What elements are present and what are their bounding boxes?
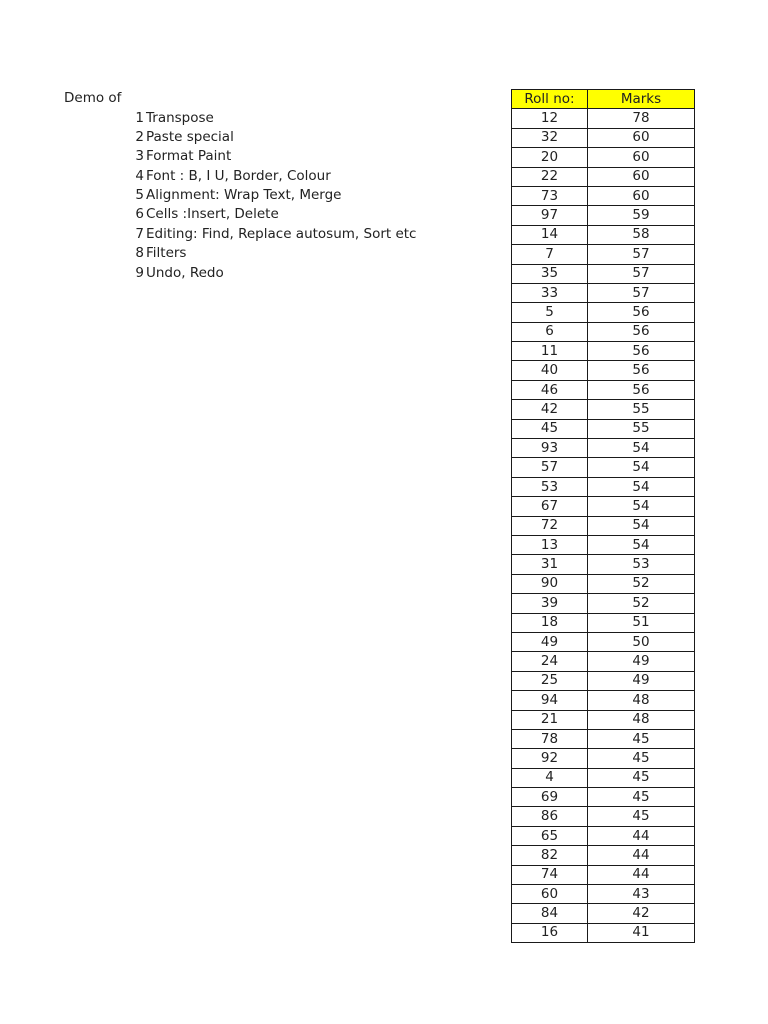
roll-no-cell[interactable]: 31 [512, 555, 588, 574]
marks-cell[interactable]: 44 [588, 846, 695, 865]
roll-no-cell[interactable]: 24 [512, 652, 588, 671]
demo-list-item [118, 245, 416, 264]
table-row [512, 186, 695, 205]
table-row [512, 555, 695, 574]
table-row [512, 303, 695, 322]
demo-item-number: 7 [135, 225, 144, 242]
demo-item-number: 6 [135, 206, 144, 223]
table-row [512, 710, 695, 729]
demo-list-item [118, 129, 416, 148]
roll-no-cell[interactable]: 60 [512, 885, 588, 904]
roll-no-cell[interactable]: 5 [512, 303, 588, 322]
table-row [512, 458, 695, 477]
marks-cell[interactable]: 52 [588, 574, 695, 593]
demo-list [118, 110, 416, 285]
table-row [512, 652, 695, 671]
roll-no-cell[interactable]: 84 [512, 904, 588, 923]
table-row [512, 128, 695, 147]
marks-table-body [512, 109, 695, 943]
roll-no-cell[interactable]: 21 [512, 710, 588, 729]
marks-cell[interactable]: 60 [588, 186, 695, 205]
table-row [512, 691, 695, 710]
roll-no-cell[interactable]: 45 [512, 419, 588, 438]
table-row [512, 109, 695, 128]
table-row [512, 439, 695, 458]
marks-cell[interactable]: 45 [588, 729, 695, 748]
marks-cell[interactable]: 45 [588, 768, 695, 787]
table-row [512, 322, 695, 341]
marks-cell[interactable]: 44 [588, 865, 695, 884]
roll-no-cell[interactable]: 74 [512, 865, 588, 884]
marks-cell[interactable]: 45 [588, 749, 695, 768]
marks-cell[interactable]: 59 [588, 206, 695, 225]
marks-cell[interactable]: 58 [588, 225, 695, 244]
roll-no-cell[interactable]: 92 [512, 749, 588, 768]
marks-cell[interactable]: 49 [588, 671, 695, 690]
table-row [512, 768, 695, 787]
roll-no-cell[interactable]: 69 [512, 788, 588, 807]
marks-cell[interactable]: 41 [588, 923, 695, 942]
marks-cell[interactable]: 56 [588, 361, 695, 380]
roll-no-cell[interactable]: 13 [512, 535, 588, 554]
marks-cell[interactable]: 45 [588, 807, 695, 826]
marks-table [511, 89, 695, 943]
table-row [512, 846, 695, 865]
table-row [512, 342, 695, 361]
table-row [512, 729, 695, 748]
roll-no-cell[interactable]: 16 [512, 923, 588, 942]
table-row [512, 671, 695, 690]
roll-no-cell[interactable]: 25 [512, 671, 588, 690]
roll-no-cell[interactable]: 94 [512, 691, 588, 710]
marks-cell[interactable]: 60 [588, 128, 695, 147]
roll-no-cell[interactable]: 73 [512, 186, 588, 205]
table-row [512, 613, 695, 632]
roll-no-cell[interactable]: 78 [512, 729, 588, 748]
demo-item-text: Alignment: Wrap Text, Merge [146, 187, 342, 204]
roll-no-cell[interactable]: 18 [512, 613, 588, 632]
roll-no-cell[interactable]: 72 [512, 516, 588, 535]
marks-cell[interactable]: 43 [588, 885, 695, 904]
roll-no-cell[interactable]: 86 [512, 807, 588, 826]
table-row [512, 497, 695, 516]
marks-cell[interactable]: 54 [588, 497, 695, 516]
marks-cell[interactable]: 45 [588, 788, 695, 807]
marks-cell[interactable]: 54 [588, 477, 695, 496]
roll-no-cell[interactable]: 42 [512, 400, 588, 419]
demo-title: Demo of [64, 90, 122, 106]
marks-cell[interactable]: 52 [588, 594, 695, 613]
marks-cell[interactable]: 57 [588, 283, 695, 302]
roll-no-cell[interactable]: 67 [512, 497, 588, 516]
table-header-row [512, 90, 695, 109]
table-row [512, 632, 695, 651]
marks-cell[interactable]: 54 [588, 535, 695, 554]
demo-item-number: 1 [135, 109, 144, 126]
roll-no-cell[interactable]: 20 [512, 148, 588, 167]
marks-cell[interactable]: 54 [588, 516, 695, 535]
table-row [512, 400, 695, 419]
demo-item-number: 9 [135, 264, 144, 281]
roll-no-cell[interactable]: 4 [512, 768, 588, 787]
demo-item-text: Cells :Insert, Delete [146, 206, 279, 223]
table-row [512, 245, 695, 264]
demo-list-item [118, 110, 416, 129]
table-row [512, 283, 695, 302]
demo-item-number: 2 [135, 128, 144, 145]
demo-list-item [118, 226, 416, 245]
marks-cell[interactable]: 56 [588, 380, 695, 399]
roll-no-cell[interactable]: 65 [512, 826, 588, 845]
demo-item-number: 8 [135, 245, 144, 262]
table-row [512, 788, 695, 807]
roll-no-cell[interactable]: 35 [512, 264, 588, 283]
roll-no-cell[interactable]: 40 [512, 361, 588, 380]
table-row [512, 923, 695, 942]
marks-cell[interactable]: 44 [588, 826, 695, 845]
roll-no-cell[interactable]: 46 [512, 380, 588, 399]
marks-cell[interactable]: 56 [588, 322, 695, 341]
marks-header[interactable]: Marks [588, 90, 695, 109]
table-row [512, 574, 695, 593]
marks-cell[interactable]: 60 [588, 148, 695, 167]
demo-item-text: Paste special [146, 128, 234, 145]
roll-no-cell[interactable]: 90 [512, 574, 588, 593]
demo-item-number: 5 [135, 187, 144, 204]
table-row [512, 477, 695, 496]
marks-cell[interactable]: 56 [588, 303, 695, 322]
table-row [512, 419, 695, 438]
marks-cell[interactable]: 50 [588, 632, 695, 651]
roll-no-cell[interactable]: 32 [512, 128, 588, 147]
demo-item-text: Filters [146, 245, 187, 262]
table-row [512, 361, 695, 380]
demo-item-text: Font : B, I U, Border, Colour [146, 167, 331, 184]
table-row [512, 865, 695, 884]
roll-no-cell[interactable]: 12 [512, 109, 588, 128]
marks-cell[interactable]: 42 [588, 904, 695, 923]
table-row [512, 535, 695, 554]
table-row [512, 167, 695, 186]
table-row [512, 749, 695, 768]
marks-cell[interactable]: 48 [588, 710, 695, 729]
table-row [512, 594, 695, 613]
table-row [512, 206, 695, 225]
marks-cell[interactable]: 60 [588, 167, 695, 186]
demo-list-item [118, 265, 416, 284]
roll-no-cell[interactable]: 57 [512, 458, 588, 477]
demo-list-item [118, 206, 416, 225]
marks-cell[interactable]: 55 [588, 419, 695, 438]
marks-cell[interactable]: 53 [588, 555, 695, 574]
demo-list-item [118, 168, 416, 187]
marks-cell[interactable]: 48 [588, 691, 695, 710]
marks-cell[interactable]: 56 [588, 342, 695, 361]
roll-no-cell[interactable]: 11 [512, 342, 588, 361]
table-row [512, 807, 695, 826]
table-row [512, 885, 695, 904]
marks-cell[interactable]: 51 [588, 613, 695, 632]
demo-item-text: Undo, Redo [146, 264, 224, 281]
roll-no-cell[interactable]: 14 [512, 225, 588, 244]
demo-item-number: 4 [135, 167, 144, 184]
demo-item-number: 3 [135, 148, 144, 165]
roll-no-cell[interactable]: 33 [512, 283, 588, 302]
roll-no-header[interactable]: Roll no: [512, 90, 588, 109]
marks-cell[interactable]: 49 [588, 652, 695, 671]
demo-item-text: Format Paint [146, 148, 232, 165]
demo-list-item [118, 148, 416, 167]
marks-cell[interactable]: 54 [588, 458, 695, 477]
marks-cell[interactable]: 57 [588, 264, 695, 283]
table-row [512, 904, 695, 923]
roll-no-cell[interactable]: 49 [512, 632, 588, 651]
marks-cell[interactable]: 57 [588, 245, 695, 264]
roll-no-cell[interactable]: 22 [512, 167, 588, 186]
demo-item-text: Editing: Find, Replace autosum, Sort etc [146, 225, 417, 242]
table-row [512, 148, 695, 167]
marks-cell[interactable]: 55 [588, 400, 695, 419]
roll-no-cell[interactable]: 39 [512, 594, 588, 613]
table-row [512, 264, 695, 283]
table-row [512, 826, 695, 845]
roll-no-cell[interactable]: 82 [512, 846, 588, 865]
roll-no-cell[interactable]: 93 [512, 439, 588, 458]
marks-cell[interactable]: 78 [588, 109, 695, 128]
roll-no-cell[interactable]: 53 [512, 477, 588, 496]
roll-no-cell[interactable]: 97 [512, 206, 588, 225]
roll-no-cell[interactable]: 6 [512, 322, 588, 341]
roll-no-cell[interactable]: 7 [512, 245, 588, 264]
table-row [512, 225, 695, 244]
demo-list-item [118, 187, 416, 206]
marks-cell[interactable]: 54 [588, 439, 695, 458]
table-row [512, 380, 695, 399]
demo-item-text: Transpose [146, 109, 214, 126]
table-row [512, 516, 695, 535]
